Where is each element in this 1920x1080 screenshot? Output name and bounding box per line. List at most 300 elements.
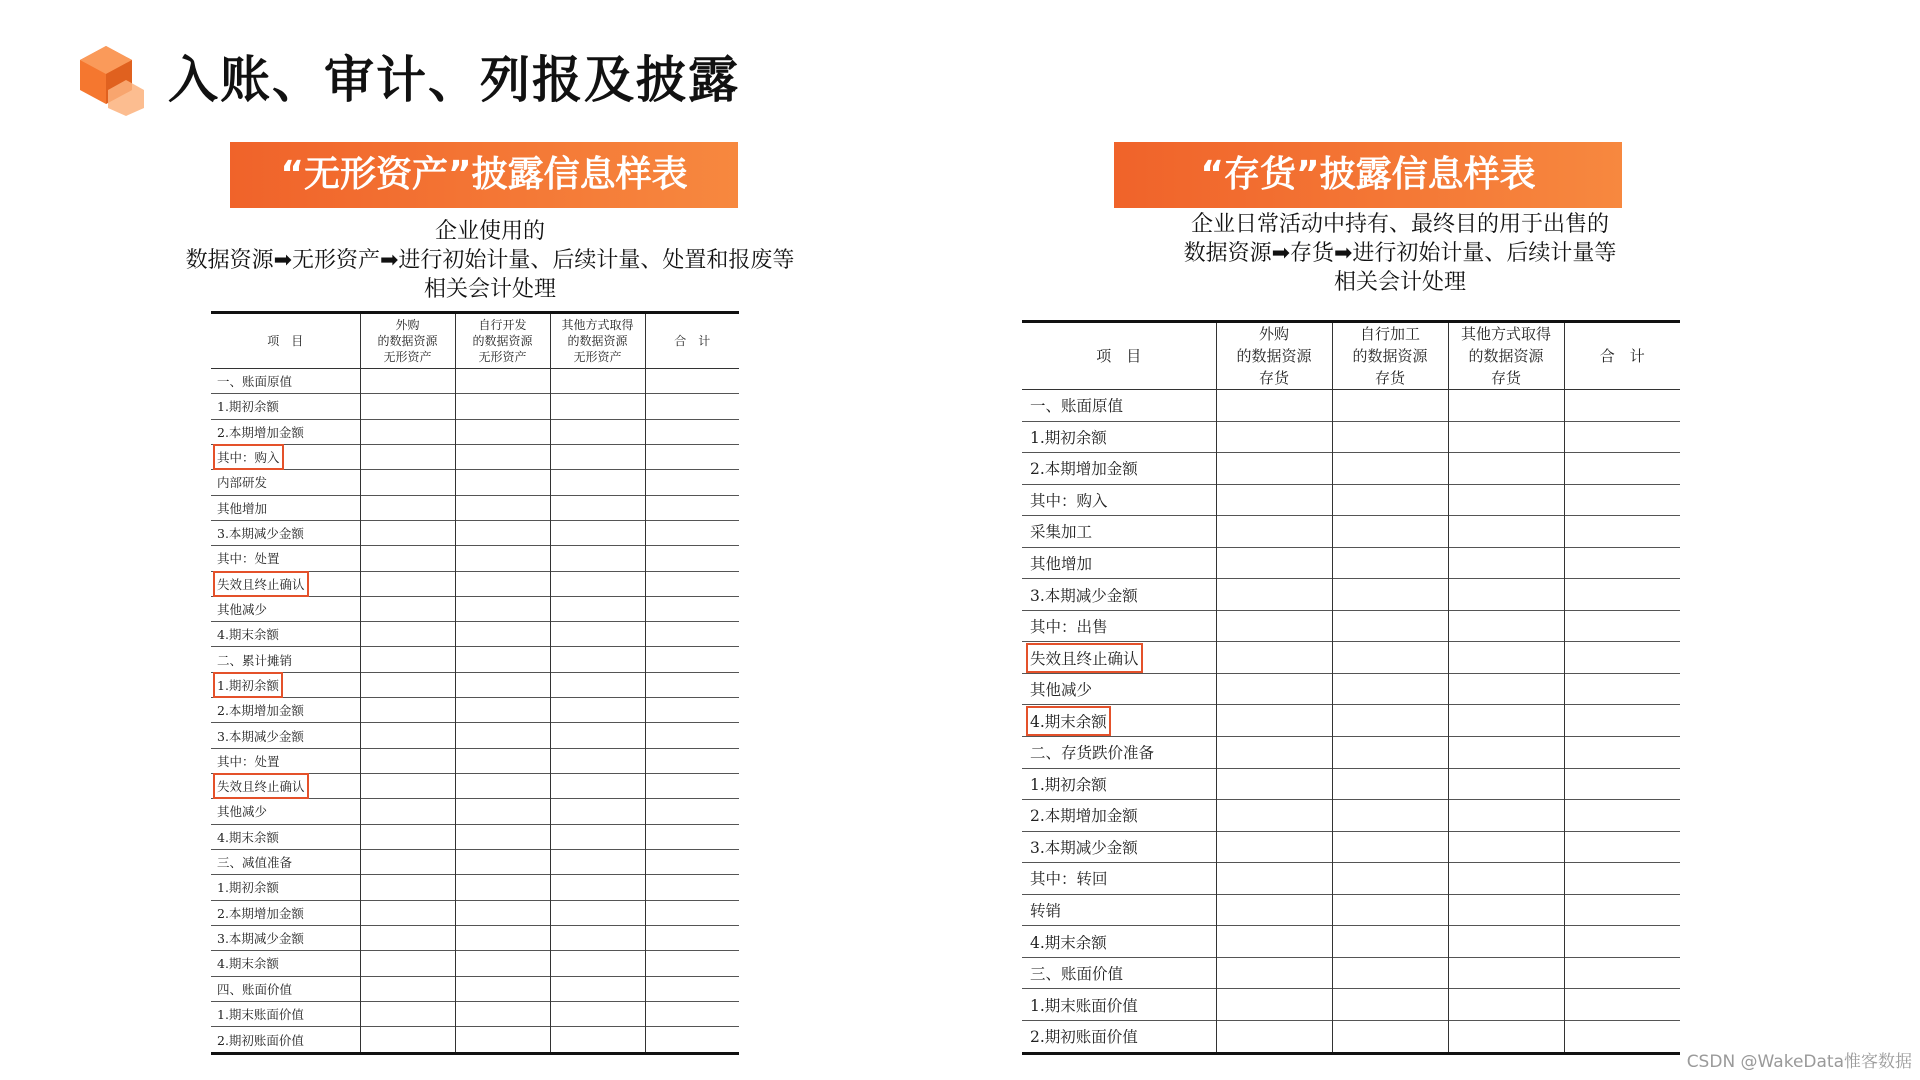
intangible-assets-description — [140, 217, 840, 304]
value-cell — [550, 647, 645, 672]
row-label: 内部研发 — [217, 475, 268, 491]
value-cell — [1448, 453, 1564, 485]
value-cell — [455, 622, 550, 647]
value-cell — [1332, 831, 1448, 863]
table-row — [1022, 1020, 1680, 1053]
table-row — [1022, 894, 1680, 926]
table-row — [211, 369, 739, 394]
value-cell — [1332, 610, 1448, 642]
value-cell — [645, 1001, 739, 1026]
value-cell — [1332, 484, 1448, 516]
column-header: 其他方式取得 的数据资源 无形资产 — [550, 313, 645, 369]
value-cell — [1216, 390, 1332, 422]
value-cell — [1216, 421, 1332, 453]
value-cell — [1564, 926, 1680, 958]
value-cell — [1564, 484, 1680, 516]
value-cell — [360, 698, 455, 723]
value-cell — [550, 546, 645, 571]
value-cell — [1448, 957, 1564, 989]
table-row — [211, 647, 739, 672]
value-cell — [455, 875, 550, 900]
row-label-cell — [211, 571, 360, 596]
row-label: 其中：购入 — [1030, 491, 1108, 510]
row-label-cell — [211, 698, 360, 723]
value-cell — [645, 546, 739, 571]
value-cell — [1564, 516, 1680, 548]
value-cell — [360, 419, 455, 444]
value-cell — [1448, 642, 1564, 674]
value-cell — [550, 470, 645, 495]
value-cell — [1448, 421, 1564, 453]
value-cell — [645, 900, 739, 925]
value-cell — [360, 900, 455, 925]
value-cell — [455, 369, 550, 394]
row-label-cell — [1022, 484, 1216, 516]
table-row — [1022, 926, 1680, 958]
value-cell — [1564, 894, 1680, 926]
table-row — [211, 925, 739, 950]
column-header: 合 计 — [1564, 322, 1680, 390]
table-row — [1022, 484, 1680, 516]
row-label: 2.本期增加金额 — [1030, 460, 1138, 479]
row-label-cell — [1022, 989, 1216, 1021]
row-label-cell — [1022, 421, 1216, 453]
value-cell — [360, 444, 455, 469]
value-cell — [1332, 800, 1448, 832]
value-cell — [360, 622, 455, 647]
table-row — [211, 698, 739, 723]
value-cell — [455, 1001, 550, 1026]
row-label: 3.本期减少金额 — [1030, 586, 1138, 605]
row-label-cell — [211, 470, 360, 495]
table-row — [211, 875, 739, 900]
column-header: 外购 的数据资源 存货 — [1216, 322, 1332, 390]
value-cell — [455, 470, 550, 495]
value-cell — [360, 799, 455, 824]
value-cell — [550, 875, 645, 900]
value-cell — [550, 1001, 645, 1026]
row-label-cell — [211, 1001, 360, 1026]
intangible-assets-banner: “无形资产”披露信息样表 — [230, 142, 738, 208]
value-cell — [645, 470, 739, 495]
value-cell — [550, 799, 645, 824]
row-label-cell — [211, 723, 360, 748]
value-cell — [1216, 800, 1332, 832]
value-cell — [360, 647, 455, 672]
table-row — [1022, 642, 1680, 674]
value-cell — [1332, 579, 1448, 611]
value-cell — [1332, 547, 1448, 579]
row-label: 其他增加 — [217, 500, 268, 516]
value-cell — [455, 774, 550, 799]
table-row — [1022, 547, 1680, 579]
table-header-row — [211, 313, 739, 369]
row-label: 二、累计摊销 — [217, 652, 293, 668]
value-cell — [1564, 579, 1680, 611]
value-cell — [1332, 894, 1448, 926]
value-cell — [645, 444, 739, 469]
value-cell — [1448, 610, 1564, 642]
row-label: 2.期初账面价值 — [1030, 1028, 1138, 1047]
table-row — [211, 774, 739, 799]
desc-line: 相关会计处理 — [1333, 270, 1466, 295]
value-cell — [645, 394, 739, 419]
row-label: 2.本期增加金额 — [217, 703, 304, 719]
value-cell — [1564, 863, 1680, 895]
value-cell — [455, 900, 550, 925]
value-cell — [645, 571, 739, 596]
desc-line: 企业使用的 — [434, 219, 545, 244]
value-cell — [550, 698, 645, 723]
highlighted-row-label: 1.期初余额 — [217, 677, 279, 693]
row-label-cell — [211, 1027, 360, 1054]
value-cell — [455, 596, 550, 621]
value-cell — [550, 520, 645, 545]
value-cell — [1448, 1020, 1564, 1053]
column-header-item: 项 目 — [1022, 322, 1216, 390]
row-label: 1.期初余额 — [217, 399, 279, 415]
value-cell — [1216, 989, 1332, 1021]
value-cell — [1332, 768, 1448, 800]
table-row — [211, 976, 739, 1001]
value-cell — [550, 394, 645, 419]
row-label-cell — [211, 799, 360, 824]
value-cell — [645, 799, 739, 824]
value-cell — [1564, 831, 1680, 863]
value-cell — [455, 951, 550, 976]
value-cell — [1564, 673, 1680, 705]
row-label: 采集加工 — [1030, 523, 1093, 542]
value-cell — [1564, 800, 1680, 832]
table-row — [211, 596, 739, 621]
value-cell — [360, 369, 455, 394]
highlighted-row-label: 失效且终止确认 — [217, 576, 305, 592]
value-cell — [1332, 863, 1448, 895]
watermark: CSDN @WakeData惟客数据 — [1686, 1052, 1912, 1072]
table-row — [1022, 421, 1680, 453]
value-cell — [360, 748, 455, 773]
row-label-cell — [1022, 737, 1216, 769]
value-cell — [360, 495, 455, 520]
table-row — [1022, 516, 1680, 548]
table-row — [211, 520, 739, 545]
value-cell — [645, 520, 739, 545]
intangible-assets-disclosure-table — [211, 311, 739, 1055]
value-cell — [1332, 453, 1448, 485]
value-cell — [1216, 705, 1332, 737]
row-label-cell — [211, 774, 360, 799]
row-label-cell — [1022, 768, 1216, 800]
row-label-cell — [211, 900, 360, 925]
value-cell — [550, 1027, 645, 1054]
value-cell — [455, 444, 550, 469]
value-cell — [550, 596, 645, 621]
table-row — [211, 571, 739, 596]
cube-logo-icon — [76, 44, 152, 116]
value-cell — [1564, 547, 1680, 579]
value-cell — [1564, 642, 1680, 674]
table-row — [1022, 390, 1680, 422]
table-row — [211, 824, 739, 849]
value-cell — [645, 824, 739, 849]
desc-line: 数据资源➡存货➡进行初始计量、后续计量等 — [1183, 241, 1617, 266]
row-label-cell — [211, 824, 360, 849]
table-row — [211, 470, 739, 495]
row-label-cell — [1022, 894, 1216, 926]
value-cell — [360, 596, 455, 621]
value-cell — [550, 824, 645, 849]
row-label-cell — [1022, 863, 1216, 895]
value-cell — [1216, 768, 1332, 800]
table-row — [211, 1027, 739, 1054]
value-cell — [455, 419, 550, 444]
value-cell — [455, 799, 550, 824]
value-cell — [1332, 516, 1448, 548]
row-label-cell — [211, 419, 360, 444]
value-cell — [645, 849, 739, 874]
row-label: 其他增加 — [1030, 555, 1093, 573]
value-cell — [1216, 484, 1332, 516]
value-cell — [1448, 390, 1564, 422]
value-cell — [1448, 926, 1564, 958]
table-row — [211, 1001, 739, 1026]
row-label-cell — [211, 444, 360, 469]
value-cell — [360, 774, 455, 799]
row-label: 3.本期减少金额 — [217, 931, 304, 947]
value-cell — [360, 976, 455, 1001]
value-cell — [455, 672, 550, 697]
value-cell — [1564, 989, 1680, 1021]
row-label: 2.本期增加金额 — [217, 905, 304, 921]
row-label: 2.本期增加金额 — [217, 424, 304, 440]
row-label-cell — [211, 622, 360, 647]
table-row — [1022, 579, 1680, 611]
table-row — [211, 672, 739, 697]
value-cell — [1332, 1020, 1448, 1053]
table-row — [211, 419, 739, 444]
table-row — [1022, 737, 1680, 769]
value-cell — [1216, 610, 1332, 642]
row-label-cell — [1022, 642, 1216, 674]
highlighted-row-label: 失效且终止确认 — [1030, 647, 1139, 669]
row-label-cell — [1022, 610, 1216, 642]
table-row — [211, 495, 739, 520]
value-cell — [645, 1027, 739, 1054]
value-cell — [1564, 705, 1680, 737]
row-label: 二、存货跌价准备 — [1030, 744, 1155, 763]
table-row — [211, 394, 739, 419]
value-cell — [645, 748, 739, 773]
value-cell — [455, 495, 550, 520]
row-label-cell — [1022, 705, 1216, 737]
value-cell — [645, 976, 739, 1001]
value-cell — [360, 824, 455, 849]
value-cell — [1332, 421, 1448, 453]
value-cell — [645, 419, 739, 444]
table-row — [1022, 831, 1680, 863]
table-header-row — [1022, 322, 1680, 390]
row-label: 一、账面原值 — [217, 374, 293, 390]
value-cell — [360, 394, 455, 419]
row-label-cell — [211, 849, 360, 874]
desc-line: 数据资源➡无形资产➡进行初始计量、后续计量、处置和报废等 — [185, 248, 795, 273]
desc-line: 企业日常活动中持有、最终目的用于出售的 — [1190, 212, 1609, 237]
table-row — [1022, 610, 1680, 642]
column-header: 合 计 — [645, 313, 739, 369]
table-row — [1022, 673, 1680, 705]
row-label: 转销 — [1030, 902, 1062, 921]
value-cell — [1448, 579, 1564, 611]
value-cell — [1448, 800, 1564, 832]
table-row — [1022, 768, 1680, 800]
row-label: 4.期末余额 — [217, 627, 279, 643]
value-cell — [455, 976, 550, 1001]
row-label: 其中：转回 — [1030, 870, 1108, 889]
value-cell — [645, 875, 739, 900]
row-label-cell — [211, 748, 360, 773]
row-label-cell — [211, 672, 360, 697]
row-label: 4.期末余额 — [217, 829, 279, 845]
value-cell — [360, 1027, 455, 1054]
value-cell — [550, 672, 645, 697]
value-cell — [1216, 957, 1332, 989]
row-label: 4.期末余额 — [1030, 933, 1107, 952]
value-cell — [455, 546, 550, 571]
row-label-cell — [211, 647, 360, 672]
value-cell — [550, 748, 645, 773]
value-cell — [455, 723, 550, 748]
row-label: 2.期初账面价值 — [217, 1032, 304, 1048]
value-cell — [550, 925, 645, 950]
value-cell — [550, 622, 645, 647]
row-label: 1.期末账面价值 — [217, 1006, 304, 1022]
value-cell — [1564, 957, 1680, 989]
value-cell — [360, 951, 455, 976]
value-cell — [1448, 894, 1564, 926]
row-label-cell — [211, 875, 360, 900]
row-label-cell — [211, 495, 360, 520]
table-row — [1022, 989, 1680, 1021]
row-label-cell — [1022, 390, 1216, 422]
desc-line: 相关会计处理 — [423, 277, 556, 302]
value-cell — [1332, 989, 1448, 1021]
value-cell — [1448, 705, 1564, 737]
value-cell — [550, 571, 645, 596]
value-cell — [455, 647, 550, 672]
row-label: 4.期末余额 — [217, 956, 279, 972]
table-row — [211, 951, 739, 976]
table-row — [211, 622, 739, 647]
value-cell — [550, 723, 645, 748]
value-cell — [1332, 642, 1448, 674]
page-title: 入账、审计、列报及披露 — [168, 51, 740, 109]
value-cell — [1332, 957, 1448, 989]
value-cell — [645, 495, 739, 520]
table-row — [1022, 453, 1680, 485]
row-label-cell — [1022, 453, 1216, 485]
value-cell — [360, 546, 455, 571]
column-header: 自行开发 的数据资源 无形资产 — [455, 313, 550, 369]
row-label-cell — [1022, 1020, 1216, 1053]
highlighted-row-label: 其中：购入 — [217, 450, 280, 466]
value-cell — [1448, 989, 1564, 1021]
value-cell — [455, 520, 550, 545]
value-cell — [1332, 737, 1448, 769]
row-label-cell — [1022, 579, 1216, 611]
row-label-cell — [211, 394, 360, 419]
highlighted-row-label: 4.期末余额 — [1030, 710, 1107, 732]
value-cell — [1448, 484, 1564, 516]
table-row — [211, 849, 739, 874]
row-label: 四、账面价值 — [217, 981, 293, 997]
value-cell — [550, 444, 645, 469]
table-row — [211, 900, 739, 925]
value-cell — [550, 900, 645, 925]
value-cell — [1216, 894, 1332, 926]
value-cell — [360, 849, 455, 874]
value-cell — [550, 976, 645, 1001]
value-cell — [1564, 610, 1680, 642]
row-label-cell — [211, 925, 360, 950]
table-row — [211, 546, 739, 571]
value-cell — [1448, 831, 1564, 863]
value-cell — [1216, 863, 1332, 895]
column-header: 其他方式取得 的数据资源 存货 — [1448, 322, 1564, 390]
row-label-cell — [1022, 926, 1216, 958]
inventory-banner: “存货”披露信息样表 — [1114, 142, 1622, 208]
value-cell — [1448, 768, 1564, 800]
value-cell — [645, 925, 739, 950]
row-label: 1.期初余额 — [217, 880, 279, 896]
value-cell — [1216, 579, 1332, 611]
value-cell — [645, 672, 739, 697]
row-label-cell — [211, 596, 360, 621]
value-cell — [1448, 516, 1564, 548]
value-cell — [1448, 673, 1564, 705]
value-cell — [455, 849, 550, 874]
value-cell — [1564, 453, 1680, 485]
value-cell — [455, 571, 550, 596]
row-label-cell — [1022, 831, 1216, 863]
value-cell — [1332, 705, 1448, 737]
value-cell — [550, 849, 645, 874]
value-cell — [455, 824, 550, 849]
value-cell — [1332, 673, 1448, 705]
value-cell — [645, 698, 739, 723]
value-cell — [1564, 737, 1680, 769]
row-label: 1.期初余额 — [1030, 428, 1107, 447]
value-cell — [1216, 642, 1332, 674]
row-label: 三、账面价值 — [1030, 965, 1124, 984]
column-header-item: 项 目 — [211, 313, 360, 369]
value-cell — [1332, 926, 1448, 958]
value-cell — [645, 596, 739, 621]
row-label: 其他减少 — [217, 601, 268, 617]
table-row — [211, 723, 739, 748]
value-cell — [360, 470, 455, 495]
value-cell — [1216, 1020, 1332, 1053]
value-cell — [1216, 926, 1332, 958]
table-row — [211, 444, 739, 469]
row-label-cell — [1022, 516, 1216, 548]
value-cell — [645, 622, 739, 647]
row-label: 3.本期减少金额 — [217, 526, 304, 542]
value-cell — [550, 419, 645, 444]
value-cell — [550, 495, 645, 520]
row-label: 一、账面原值 — [1030, 397, 1124, 416]
row-label: 1.期初余额 — [1030, 775, 1107, 794]
value-cell — [645, 951, 739, 976]
